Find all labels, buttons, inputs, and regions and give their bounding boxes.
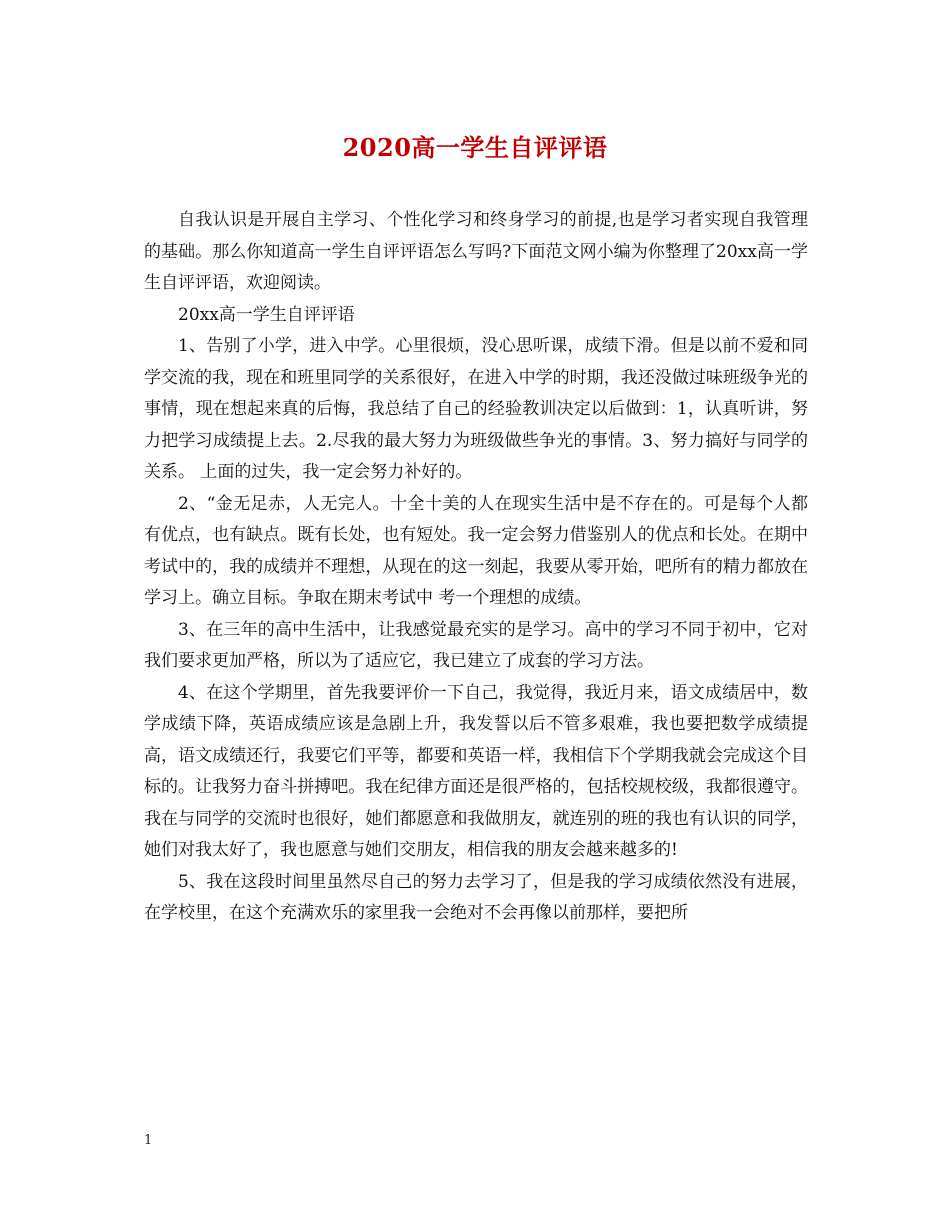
evaluation-paragraph-3: 3、在三年的高中生活中，让我感觉最充实的是学习。高中的学习不同于初中，它对我们要求更加严格，所以为了适应它，我已建立了成套的学习方法。: [144, 619, 808, 671]
evaluation-paragraph-5: 5、我在这段时间里虽然尽自己的努力去学习了，但是我的学习成绩依然没有进展，在学校里，在这个充满欢乐的家里我一会绝对不会再像以前那样，要把所: [144, 871, 808, 923]
evaluation-paragraph-1: 1、告别了小学，进入中学。心里很烦，没心思听课，成绩下滑。但是以前不爱和同学交流的我，现在和班里同学的关系很好，在进入中学的时期，我还没做过味班级争光的事情，现在想起来真的后悔，我总结了自己的经验教训决定以后做到：1，认真听讲，努力把学习成绩提上去。2.尽我的最大努力为班级做些争光的事情。3、努力搞好与同学的关系。 上面的过失，我一定会努力补好的。: [144, 336, 808, 482]
page-number: 1: [144, 1133, 153, 1148]
section-heading: 20xx高一学生自评评语: [178, 304, 355, 325]
document-title: 2020高一学生自评评语: [342, 133, 608, 162]
document-body: [144, 205, 808, 930]
intro-paragraph: 自我认识是开展自主学习、个性化学习和终身学习的前提,也是学习者实现自我管理的基础。那么你知道高一学生自评评语怎么写吗?下面范文网小编为你整理了20xx高一学生自评评语，欢迎阅读。: [144, 210, 808, 293]
evaluation-paragraph-4: 4、在这个学期里，首先我要评价一下自己，我觉得，我近月来，语文成绩居中，数学成绩下降，英语成绩应该是急剧上升，我发誓以后不管多艰难，我也要把数学成绩提高，语文成绩还行，我要它们平等，都要和英语一样，我相信下个学期我就会完成这个目标的。让我努力奋斗拼搏吧。我在纪律方面还是很严格的，包括校规校级，我都很遵守。我在与同学的交流时也很好，她们都愿意和我做朋友，就连别的班的我也有认识的同学，她们对我太好了，我也愿意与她们交朋友，相信我的朋友会越来越多的!: [144, 682, 808, 860]
evaluation-paragraph-2: 2、“金无足赤，人无完人。十全十美的人在现实生活中是不存在的。可是每个人都有优点，也有缺点。既有长处，也有短处。我一定会努力借鉴别人的优点和长处。在期中考试中的，我的成绩并不理想，从现在的这一刻起，我要从零开始，吧所有的精力都放在学习上。确立目标。争取在期末考试中 考一个理想的成绩。: [144, 493, 808, 608]
